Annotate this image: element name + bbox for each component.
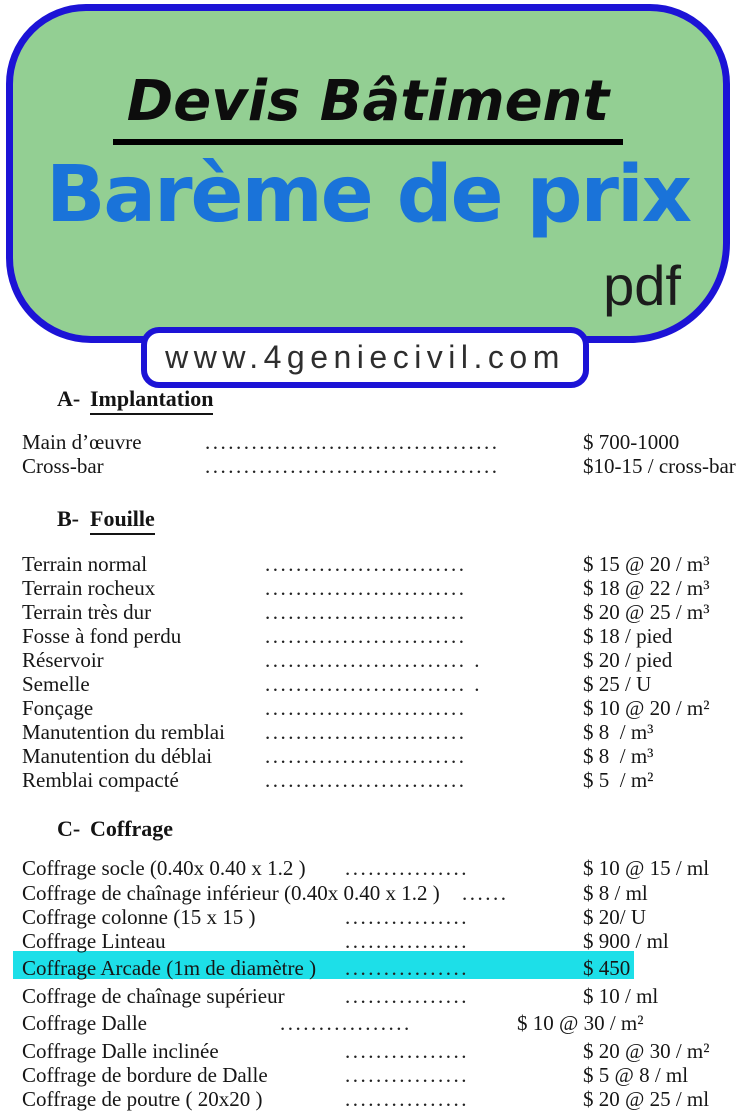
dot-leader: .......................... xyxy=(265,624,467,648)
dot-leader: ................ xyxy=(345,1039,469,1063)
section-letter: B- xyxy=(57,506,79,531)
item-price: $ 8 / m³ xyxy=(583,744,654,768)
item-price: $ 5 / m² xyxy=(583,768,654,792)
item-price: $ 700-1000 xyxy=(583,430,680,454)
dot-leader: .......................... xyxy=(265,552,467,576)
dot-leader: ................ xyxy=(345,856,469,880)
header-card xyxy=(6,4,730,343)
title-wrap xyxy=(13,71,723,145)
item-price: $ 20 @ 25 / m³ xyxy=(583,600,710,624)
item-price: $ 8 / m³ xyxy=(583,720,654,744)
page-title: Devis Bâtiment xyxy=(113,71,623,145)
dot-leader: .......................... xyxy=(265,768,467,792)
item-label: Fonçage xyxy=(22,696,94,720)
dot-leader: ................ xyxy=(345,1063,469,1087)
format-label: pdf xyxy=(603,254,681,317)
table-row xyxy=(0,1011,736,1035)
table-row xyxy=(0,1087,736,1111)
section-heading-b xyxy=(0,506,736,532)
dot-leader: .......................... xyxy=(265,576,467,600)
item-label: Terrain très dur xyxy=(22,600,152,624)
dot-leader: ...................................... xyxy=(205,430,500,454)
item-price: $ 900 / ml xyxy=(583,929,669,953)
item-price: $10-15 / cross-bar xyxy=(583,454,736,478)
item-label: Terrain rocheux xyxy=(22,576,156,600)
dot-leader: ................ xyxy=(345,956,469,980)
item-label: Coffrage Linteau xyxy=(22,929,166,953)
item-price: $ 18 / pied xyxy=(583,624,673,648)
dot-leader: ................. xyxy=(280,1011,412,1035)
dot-leader: .......................... xyxy=(265,696,467,720)
item-price: $ 10 @ 15 / ml xyxy=(583,856,710,880)
website-badge xyxy=(141,327,589,388)
dot-leader: .......................... . xyxy=(265,672,482,696)
dot-leader: ...... xyxy=(462,881,509,905)
section-title: Implantation xyxy=(90,386,213,415)
table-row xyxy=(0,672,736,696)
item-label: Coffrage socle (0.40x 0.40 x 1.2 ) xyxy=(22,856,306,880)
table-row xyxy=(0,1039,736,1063)
item-label: Coffrage colonne (15 x 15 ) xyxy=(22,905,256,929)
table-row xyxy=(0,856,736,880)
table-row xyxy=(0,1063,736,1087)
dot-leader: .......................... xyxy=(265,600,467,624)
item-label: Main d’œuvre xyxy=(22,430,142,454)
item-label: Semelle xyxy=(22,672,90,696)
table-row xyxy=(0,600,736,624)
section-heading-c xyxy=(0,816,736,842)
table-row xyxy=(0,905,736,929)
table-row xyxy=(0,929,736,953)
dot-leader: .......................... xyxy=(265,720,467,744)
item-label: Manutention du remblai xyxy=(22,720,225,744)
table-row xyxy=(0,576,736,600)
item-label: Remblai compacté xyxy=(22,768,179,792)
table-row xyxy=(0,768,736,792)
page-subtitle: Barème de prix xyxy=(45,150,691,240)
item-price: $ 10 / ml xyxy=(583,984,659,1008)
section-title: Fouille xyxy=(90,506,155,535)
dot-leader: ...................................... xyxy=(205,454,500,478)
item-label: Cross-bar xyxy=(22,454,104,478)
item-price: $ 450 xyxy=(583,956,631,980)
website-url: www.4geniecivil.com xyxy=(165,339,565,375)
table-row xyxy=(0,696,736,720)
table-row xyxy=(0,430,736,454)
item-price: $ 10 @ 30 / m² xyxy=(517,1011,644,1035)
section-title: Coffrage xyxy=(90,816,174,841)
item-label: Réservoir xyxy=(22,648,104,672)
table-row xyxy=(0,454,736,478)
item-price: $ 8 / ml xyxy=(583,881,648,905)
item-price: $ 20 / pied xyxy=(583,648,673,672)
section-letter: C- xyxy=(57,816,81,841)
item-price: $ 10 @ 20 / m² xyxy=(583,696,710,720)
item-price: $ 5 @ 8 / ml xyxy=(583,1063,689,1087)
dot-leader: .......................... . xyxy=(265,648,482,672)
item-label: Coffrage de chaînage inférieur (0.40x 0.40 x 1.2 ) xyxy=(22,881,440,905)
table-row xyxy=(0,552,736,576)
item-label: Coffrage de chaînage supérieur xyxy=(22,984,285,1008)
table-row xyxy=(0,881,736,905)
table-row xyxy=(0,624,736,648)
dot-leader: ................ xyxy=(345,905,469,929)
table-row xyxy=(0,984,736,1008)
table-row xyxy=(0,648,736,672)
item-price: $ 25 / U xyxy=(583,672,652,696)
dot-leader: ................ xyxy=(345,984,469,1008)
table-row xyxy=(0,720,736,744)
item-label: Coffrage Arcade (1m de diamètre ) xyxy=(22,956,317,980)
section-heading-a xyxy=(0,386,736,412)
item-label: Coffrage de poutre ( 20x20 ) xyxy=(22,1087,263,1111)
item-price: $ 20 @ 25 / ml xyxy=(583,1087,710,1111)
table-row-highlighted xyxy=(0,956,736,980)
item-label: Coffrage Dalle inclinée xyxy=(22,1039,219,1063)
dot-leader: ................ xyxy=(345,1087,469,1111)
table-row xyxy=(0,744,736,768)
item-label: Terrain normal xyxy=(22,552,148,576)
section-letter: A- xyxy=(57,386,81,411)
item-price: $ 20/ U xyxy=(583,905,646,929)
item-price: $ 15 @ 20 / m³ xyxy=(583,552,710,576)
item-label: Coffrage de bordure de Dalle xyxy=(22,1063,268,1087)
dot-leader: ................ xyxy=(345,929,469,953)
dot-leader: .......................... xyxy=(265,744,467,768)
item-label: Fosse à fond perdu xyxy=(22,624,182,648)
item-label: Coffrage Dalle xyxy=(22,1011,147,1035)
item-price: $ 20 @ 30 / m² xyxy=(583,1039,710,1063)
item-price: $ 18 @ 22 / m³ xyxy=(583,576,710,600)
item-label: Manutention du déblai xyxy=(22,744,213,768)
